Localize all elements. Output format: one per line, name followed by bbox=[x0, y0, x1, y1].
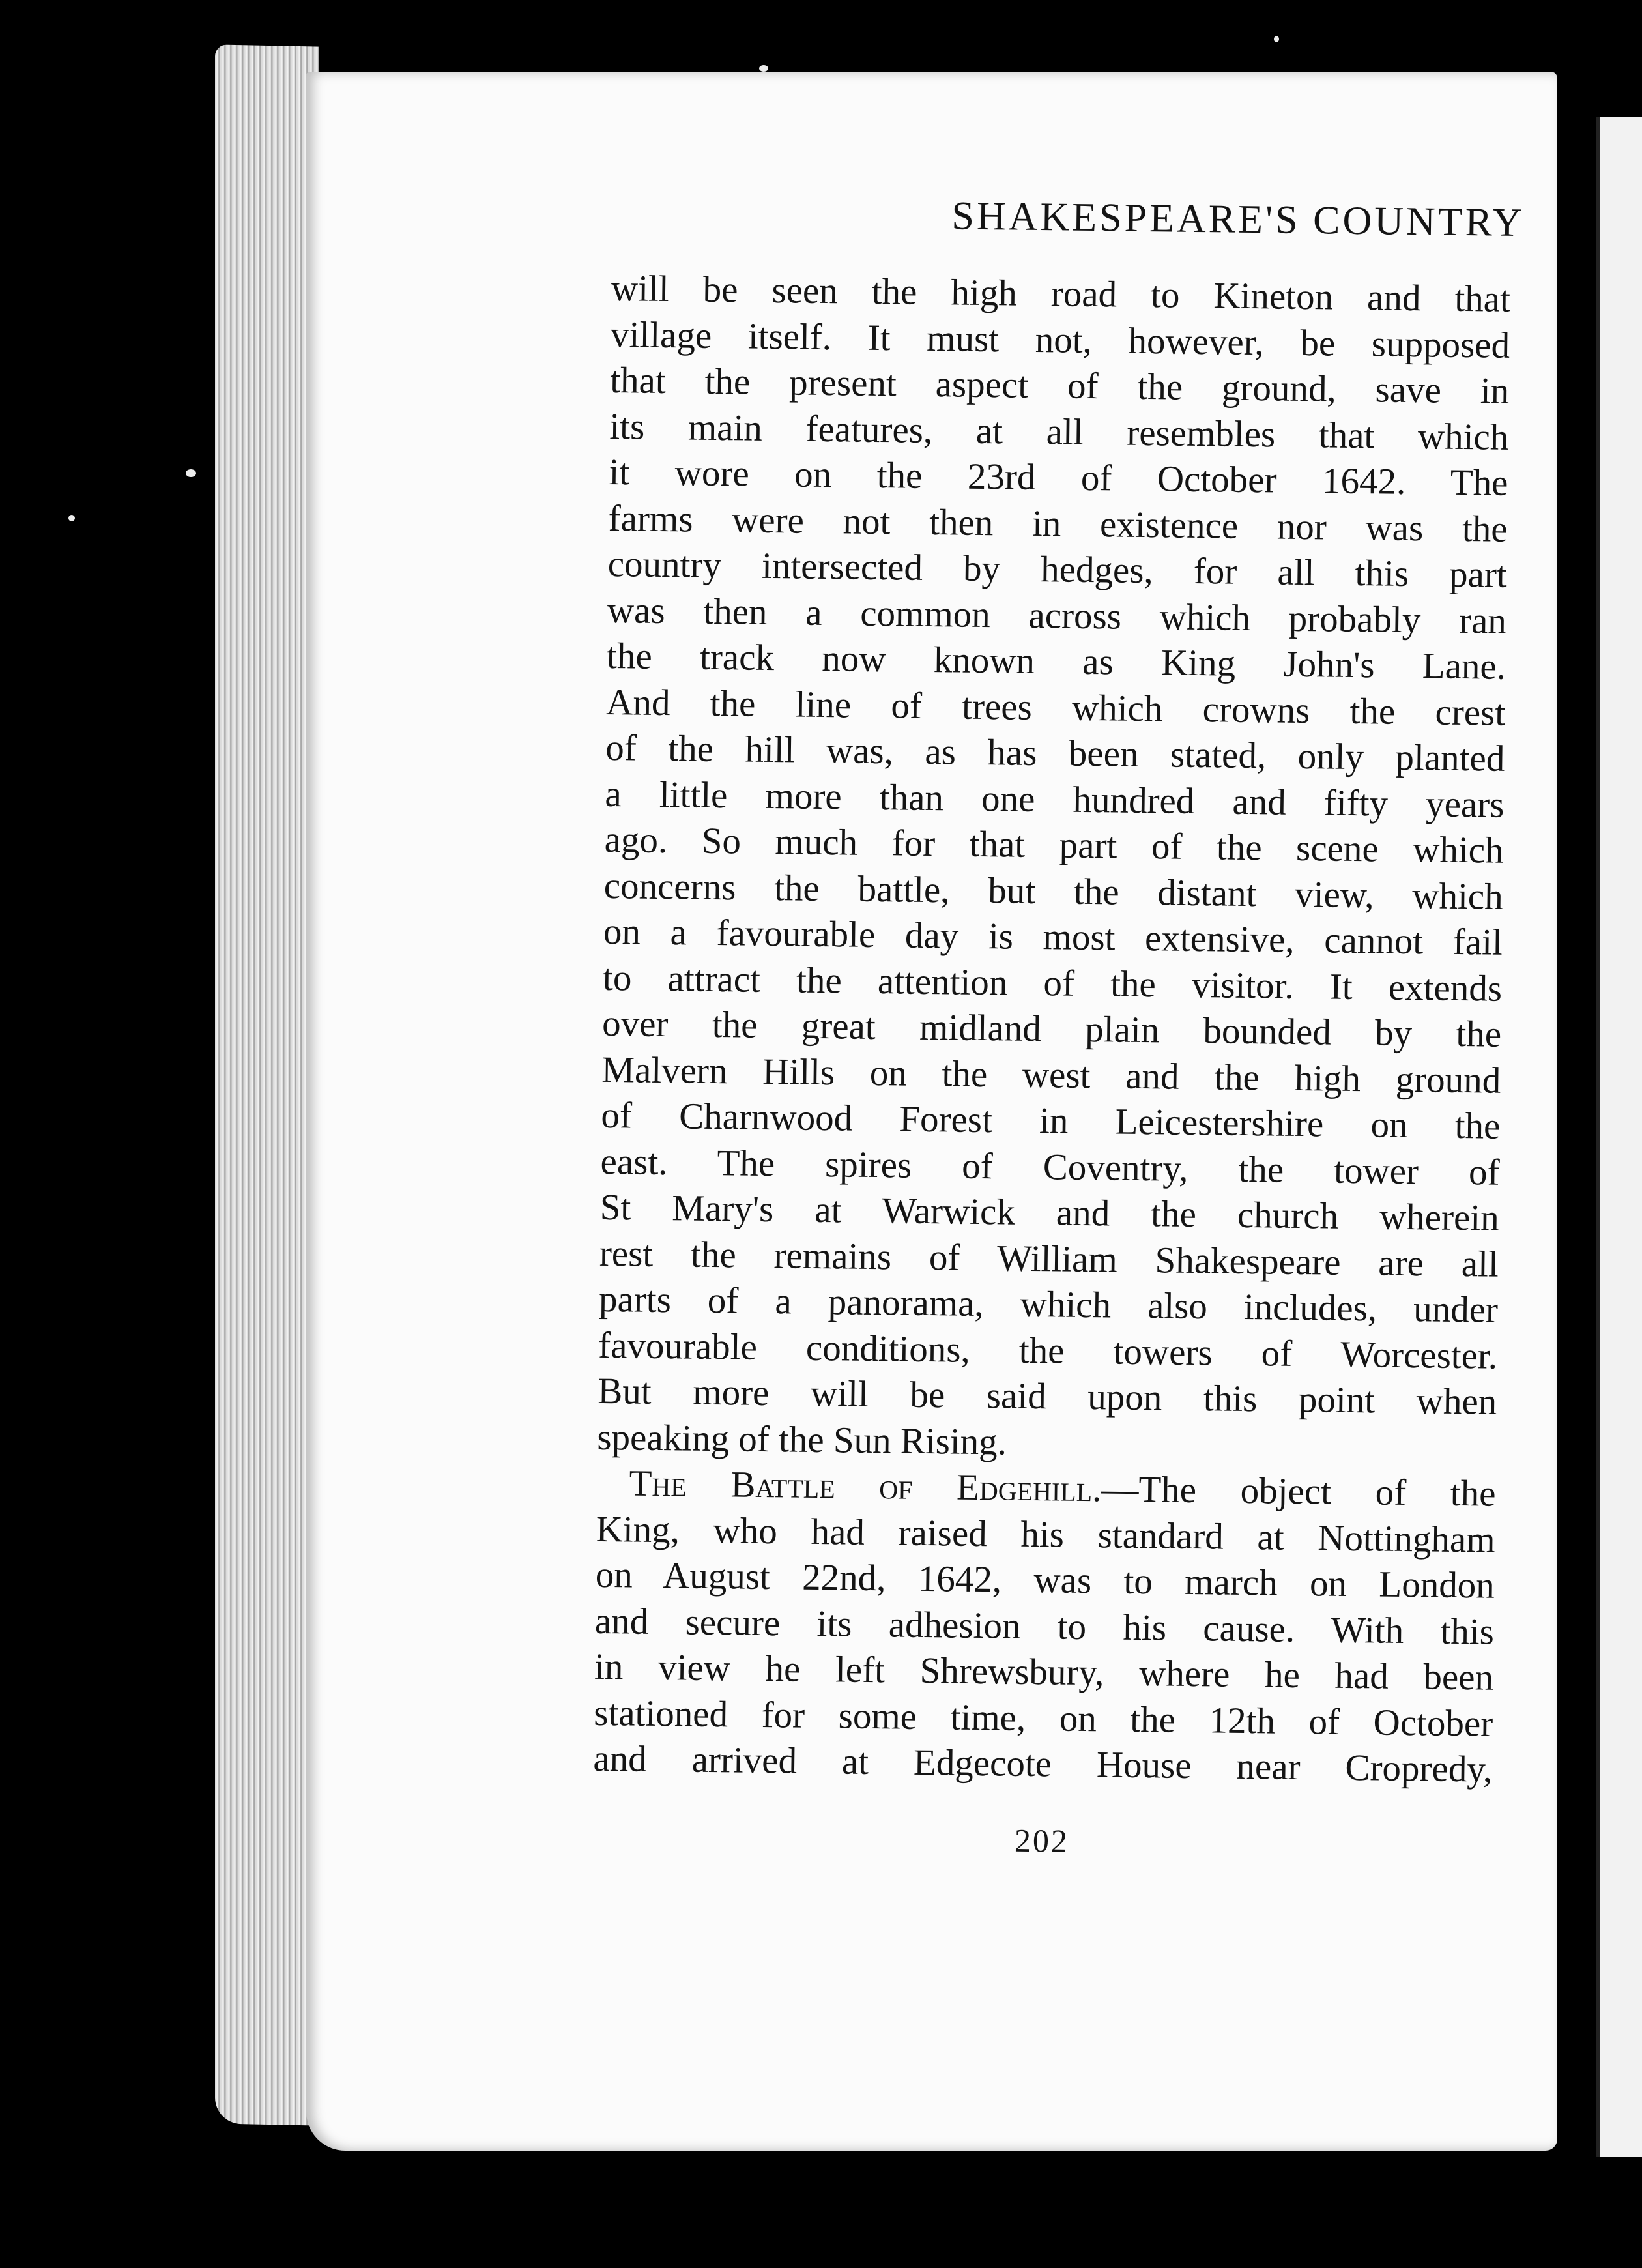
text-line: King, who had raised his standard at Nottingham bbox=[596, 1508, 1496, 1561]
text-line: of Charnwood Forest in Leicestershire on the bbox=[601, 1094, 1501, 1147]
running-head: SHAKESPEARE'S COUNTRY bbox=[951, 194, 1525, 246]
text-line: a little more than one hundred and fifty years bbox=[605, 773, 1505, 826]
text-line: that the present aspect of the ground, save in bbox=[609, 359, 1510, 412]
text-line: was then a common across which probably ran bbox=[607, 589, 1507, 642]
text-line: And the line of trees which crowns the crest bbox=[605, 681, 1506, 734]
text-line: St Mary's at Warwick and the church wherein bbox=[599, 1186, 1500, 1239]
text-line: over the great midland plain bounded by the bbox=[601, 1002, 1502, 1055]
text-line: its main features, at all resembles that which bbox=[609, 405, 1509, 458]
text-line: concerns the battle, but the distant view, which bbox=[603, 865, 1504, 918]
section-heading: The Battle of Edgehill. bbox=[629, 1462, 1102, 1510]
page-edges bbox=[215, 44, 319, 2125]
page-number: 202 bbox=[1014, 1822, 1070, 1859]
text-line: Malvern Hills on the west and the high ground bbox=[601, 1049, 1501, 1101]
text-line: and arrived at Edgecote House near Cropredy, bbox=[593, 1737, 1493, 1790]
text-line: it wore on the 23rd of October 1642. The bbox=[609, 451, 1508, 504]
dust-speck bbox=[759, 65, 768, 72]
text-line: will be seen the high road to Kineton and that bbox=[611, 267, 1511, 320]
text-line: to attract the attention of the visitor. It extends bbox=[602, 957, 1503, 1010]
dust-speck bbox=[68, 515, 75, 521]
text-line: of the hill was, as has been stated, only planted bbox=[605, 727, 1505, 779]
facing-page-edge bbox=[1596, 117, 1642, 2157]
text-line: east. The spires of Coventry, the tower of bbox=[600, 1141, 1500, 1193]
text-line: on August 22nd, 1642, was to march on London bbox=[595, 1554, 1495, 1606]
text-line: —The object of the bbox=[1101, 1468, 1496, 1515]
text-line: on a favourable day is most extensive, cannot fail bbox=[603, 910, 1503, 963]
text-line: country intersected by hedges, for all this part bbox=[607, 543, 1508, 596]
dust-speck bbox=[1274, 36, 1279, 42]
text-line: in view he left Shrewsbury, where he had been bbox=[594, 1646, 1494, 1698]
text-line: ago. So much for that part of the scene which bbox=[604, 819, 1504, 871]
text-line: But more will be said upon this point when bbox=[597, 1370, 1497, 1423]
text-line: speaking of the Sun Rising. bbox=[597, 1416, 1007, 1463]
text-line: and secure its adhesion to his cause. With this bbox=[594, 1600, 1495, 1653]
dust-speck bbox=[186, 469, 196, 477]
text-line: the track now known as King John's Lane. bbox=[606, 635, 1506, 688]
text-line: stationed for some time, on the 12th of October bbox=[593, 1692, 1493, 1745]
text-line: village itself. It must not, however, be supposed bbox=[610, 313, 1510, 366]
text-line: farms were not then in existence nor was the bbox=[608, 497, 1508, 550]
text-line: parts of a panorama, which also includes, under bbox=[598, 1278, 1499, 1331]
text-line: favourable conditions, the towers of Worcester. bbox=[598, 1324, 1498, 1377]
text-block bbox=[592, 182, 1525, 1865]
text-line: rest the remains of William Shakespeare are all bbox=[599, 1232, 1499, 1285]
